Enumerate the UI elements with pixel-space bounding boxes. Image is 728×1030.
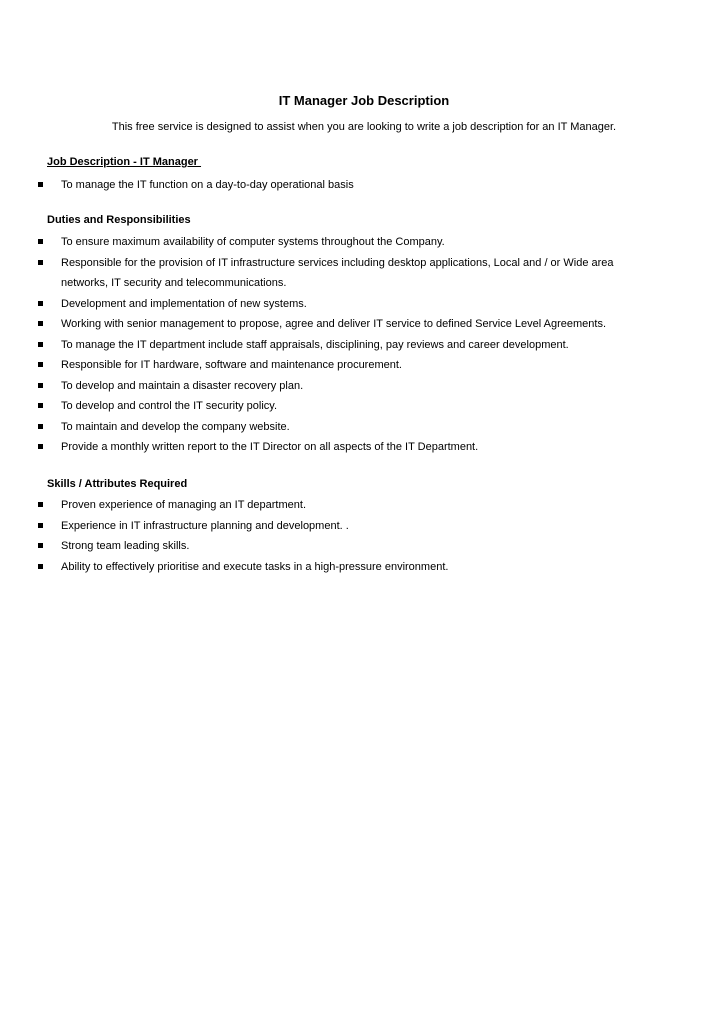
list-item bbox=[0, 335, 661, 356]
document-title-text: IT Manager Job Description bbox=[278, 93, 450, 108]
list-item-text: To ensure maximum availability of computer systems throughout the Company. bbox=[61, 236, 445, 248]
bullet-icon bbox=[38, 502, 43, 507]
list-item bbox=[0, 232, 661, 253]
list-item-text: To manage the IT function on a day-to-day operational basis bbox=[61, 179, 354, 191]
list-item bbox=[0, 253, 661, 294]
bullet-icon bbox=[38, 182, 43, 187]
list-item-text: Working with senior management to propose, agree and deliver IT service to defined Service Level Agreements. bbox=[61, 318, 606, 330]
bullet-icon bbox=[38, 239, 43, 244]
bullet-icon bbox=[38, 523, 43, 528]
bullet-icon bbox=[38, 260, 43, 265]
list-item bbox=[0, 294, 661, 315]
list-item-text: Proven experience of managing an IT department. bbox=[61, 499, 307, 511]
list-item bbox=[0, 417, 661, 438]
list-item bbox=[0, 536, 661, 557]
list-item bbox=[0, 495, 661, 516]
list-item bbox=[0, 376, 661, 397]
skills-heading: Skills / Attributes Required bbox=[47, 478, 188, 490]
list-item bbox=[0, 175, 661, 196]
list-item bbox=[0, 355, 661, 376]
list-item bbox=[0, 314, 661, 335]
list-item bbox=[0, 557, 661, 578]
list-item-text: Experience in IT infrastructure planning and development. . bbox=[61, 519, 349, 532]
job-description-heading: Job Description - IT Manager bbox=[47, 156, 202, 168]
bullet-icon bbox=[38, 362, 43, 367]
list-item-text: Development and implementation of new systems. bbox=[61, 297, 307, 310]
bullet-icon bbox=[38, 301, 43, 306]
bullet-icon bbox=[38, 383, 43, 388]
list-item-text: To develop and maintain a disaster recovery plan. bbox=[61, 379, 304, 392]
duties-list bbox=[0, 232, 661, 458]
list-item-text: Provide a monthly written report to the IT Director on all aspects of the IT Department. bbox=[61, 441, 479, 453]
list-item-text: Responsible for IT hardware, software and maintenance procurement. bbox=[61, 359, 402, 371]
list-item-text: Responsible for the provision of IT infrastructure services including desktop applications, Local and / or Wide area networks, IT security and telecommunications. bbox=[61, 256, 614, 289]
bullet-icon bbox=[38, 424, 43, 429]
list-item-text: Ability to effectively prioritise and execute tasks in a high-pressure environment. bbox=[61, 560, 449, 573]
list-item-text: Strong team leading skills. bbox=[61, 540, 190, 552]
bullet-icon bbox=[38, 403, 43, 408]
document-title bbox=[0, 93, 728, 108]
skills-list bbox=[0, 495, 661, 577]
job-description-list bbox=[0, 175, 661, 196]
duties-heading: Duties and Responsibilities bbox=[47, 214, 191, 226]
list-item bbox=[0, 516, 661, 537]
list-item bbox=[0, 396, 661, 417]
bullet-icon bbox=[38, 444, 43, 449]
list-item bbox=[0, 437, 661, 458]
bullet-icon bbox=[38, 543, 43, 548]
bullet-icon bbox=[38, 564, 43, 569]
list-item-text: To manage the IT department include staff appraisals, disciplining, pay reviews and career development. bbox=[61, 338, 569, 351]
bullet-icon bbox=[38, 321, 43, 326]
list-item-text: To maintain and develop the company website. bbox=[61, 420, 290, 433]
intro-paragraph: This free service is designed to assist when you are looking to write a job description for an IT Manager. bbox=[111, 121, 617, 133]
list-item-text: To develop and control the IT security policy. bbox=[61, 400, 278, 412]
bullet-icon bbox=[38, 342, 43, 347]
